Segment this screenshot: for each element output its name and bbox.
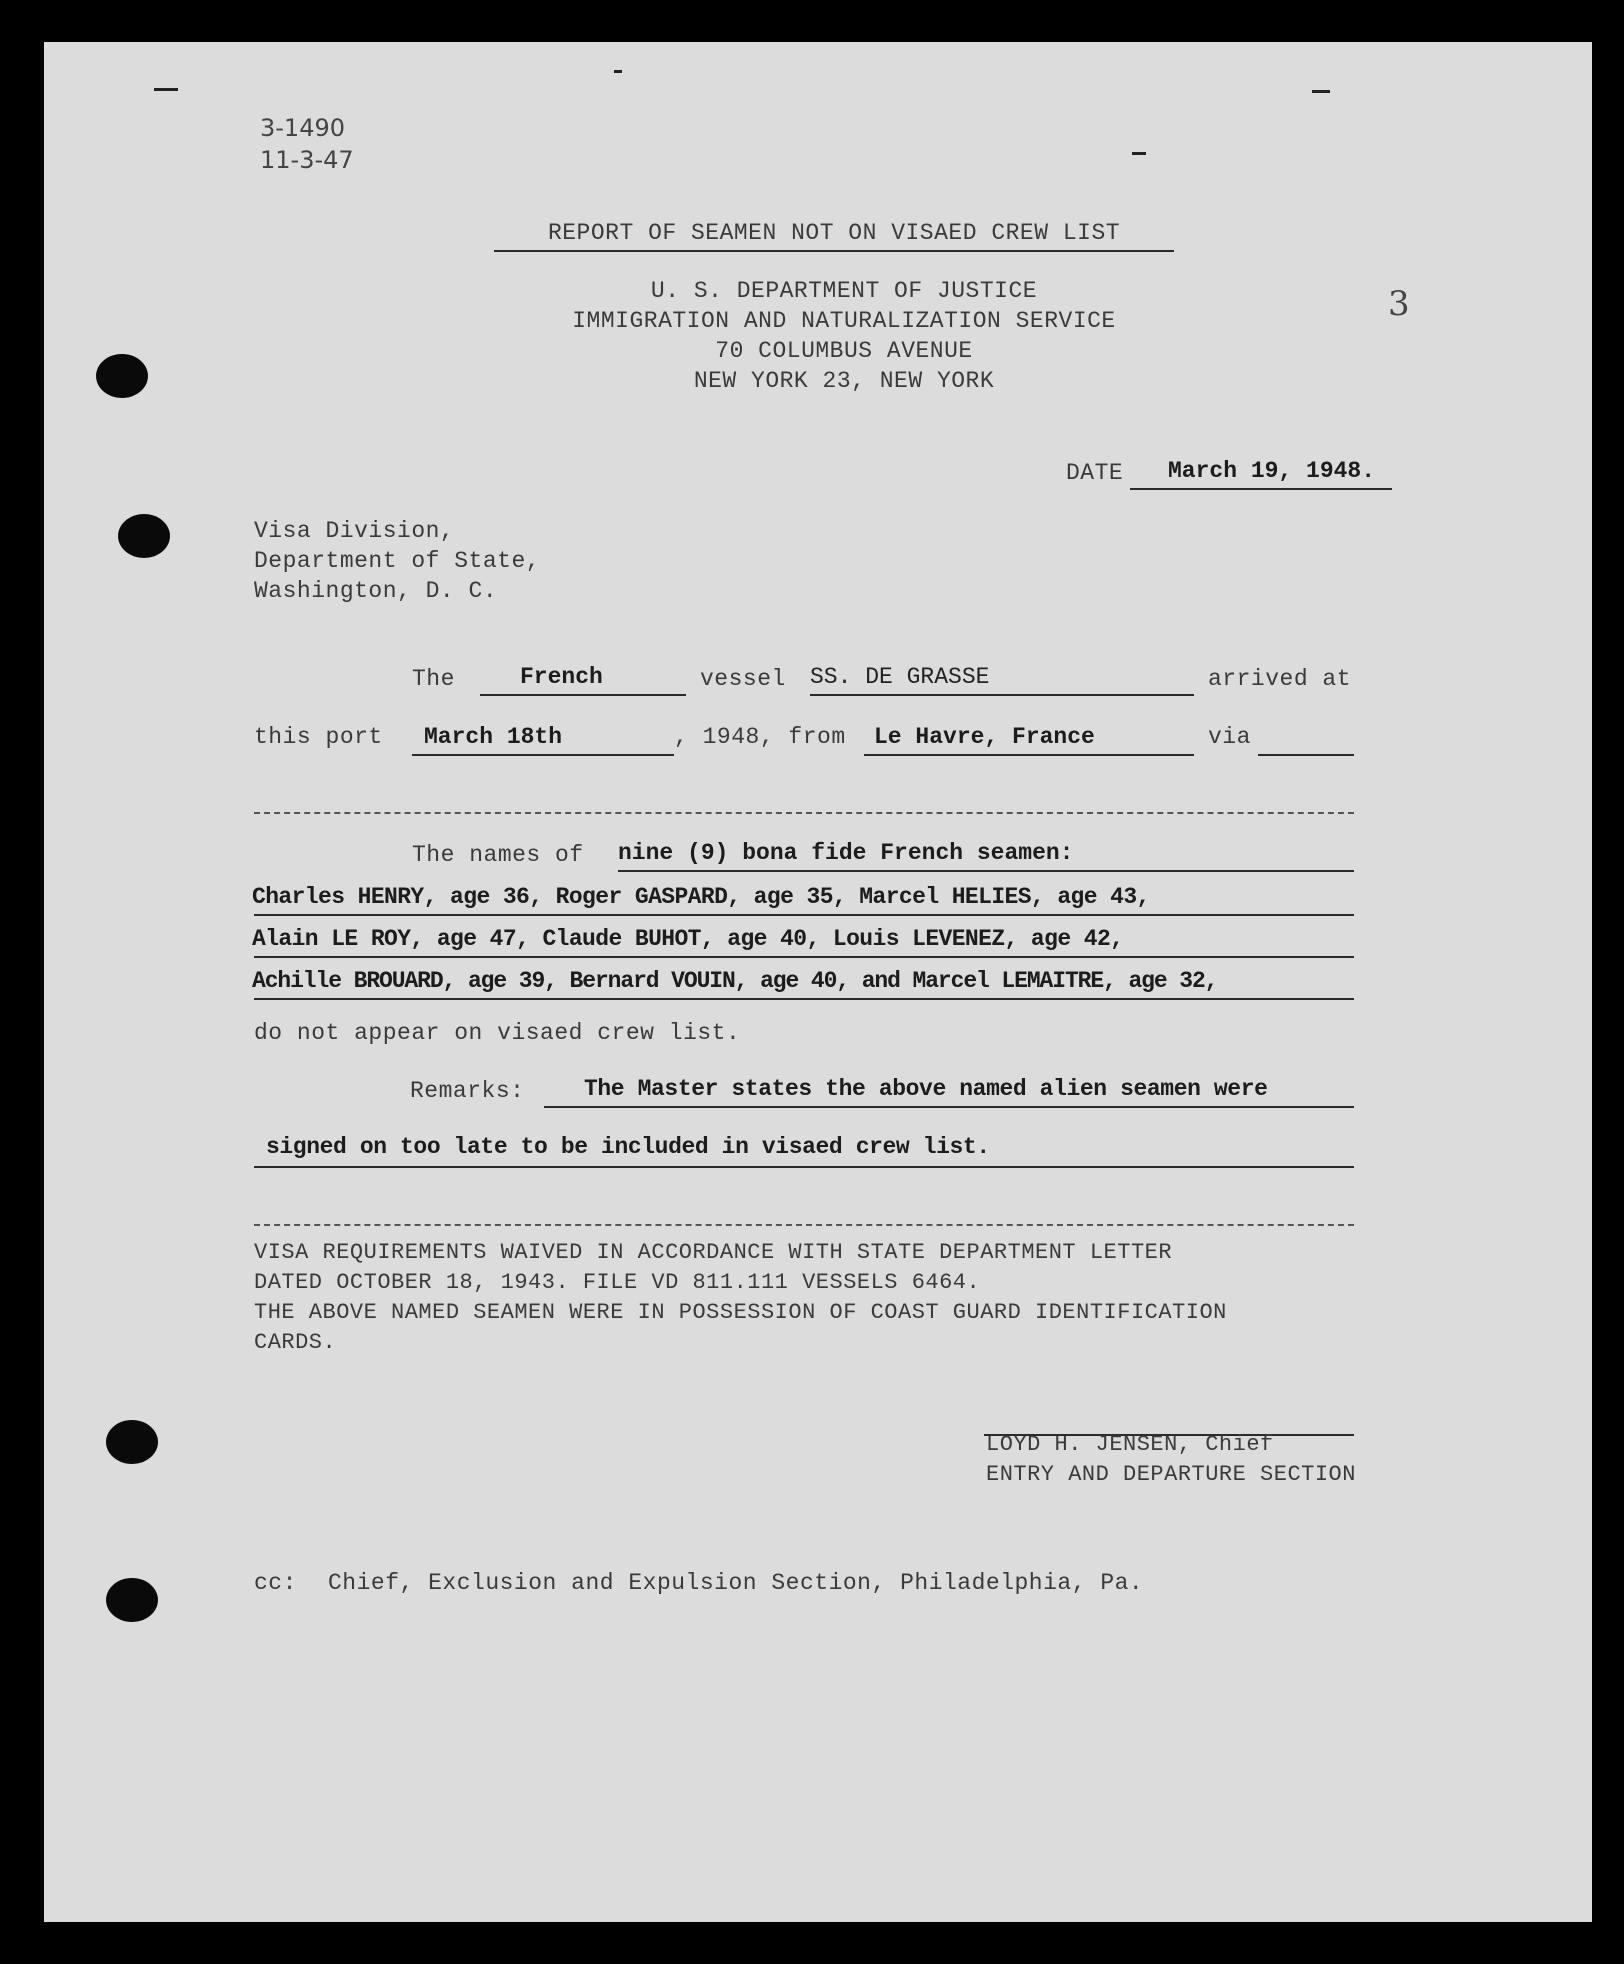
names-intro-value: nine (9) bona fide French seamen:	[618, 840, 1074, 866]
agency-line-4: NEW YORK 23, NEW YORK	[693, 368, 995, 394]
vessel-label: vessel	[700, 666, 786, 692]
punch-hole	[106, 1578, 158, 1622]
signature-name: LOYD H. JENSEN, Chief	[986, 1432, 1274, 1457]
waiver-line-3: THE ABOVE NAMED SEAMEN WERE IN POSSESSION OF COAST GUARD IDENTIFICATION	[254, 1300, 1227, 1325]
via-underline	[1258, 754, 1354, 756]
origin-value: Le Havre, France	[874, 724, 1095, 750]
scan-speck	[154, 88, 178, 91]
addressee-line-1: Visa Division,	[254, 518, 455, 544]
agency-line-2: IMMIGRATION AND NATURALIZATION SERVICE	[572, 308, 1116, 334]
date-label: DATE	[1066, 460, 1124, 486]
names-line-2-underline	[254, 956, 1354, 958]
signature-section: ENTRY AND DEPARTURE SECTION	[986, 1462, 1356, 1487]
nationality-value: French	[520, 664, 603, 690]
blank-line	[254, 812, 1354, 814]
date-value: March 19, 1948.	[1168, 458, 1376, 484]
file-number: 3-1490	[260, 114, 346, 142]
scan-speck	[614, 70, 622, 73]
vessel-name: SS. DE GRASSE	[810, 664, 990, 690]
document-title: REPORT OF SEAMEN NOT ON VISAED CREW LIST	[547, 220, 1121, 246]
punch-hole	[118, 514, 170, 558]
remarks-label: Remarks:	[410, 1078, 525, 1104]
via-label: via	[1208, 724, 1251, 750]
cc-text: Chief, Exclusion and Expulsion Section, Philadelphia, Pa.	[328, 1570, 1144, 1596]
file-date: 11-3-47	[260, 146, 354, 174]
waiver-line-1: VISA REQUIREMENTS WAIVED IN ACCORDANCE WITH STATE DEPARTMENT LETTER	[254, 1240, 1173, 1265]
date-underline	[1130, 488, 1392, 490]
waiver-line-4: CARDS.	[254, 1330, 337, 1355]
names-closing: do not appear on visaed crew list.	[254, 1020, 741, 1046]
remarks-line-2: signed on too late to be included in visaed crew list.	[266, 1134, 990, 1160]
punch-hole	[106, 1420, 158, 1464]
waiver-line-2: DATED OCTOBER 18, 1943. FILE VD 811.111 VESSELS 6464.	[254, 1270, 981, 1295]
year-from-label: , 1948, from	[674, 724, 846, 750]
the-label: The	[412, 666, 455, 692]
punch-hole	[96, 354, 148, 398]
remarks-line-2-underline	[254, 1166, 1354, 1168]
addressee-line-2: Department of State,	[254, 548, 541, 574]
port-label: this port	[254, 724, 383, 750]
names-line-3-underline	[254, 998, 1354, 1000]
scan-speck	[1312, 90, 1330, 93]
agency-line-1: U. S. DEPARTMENT OF JUSTICE	[650, 278, 1038, 304]
vessel-underline	[810, 694, 1194, 696]
names-line-3: Achille BROUARD, age 39, Bernard VOUIN, age 40, and Marcel LEMAITRE, age 32,	[252, 968, 1218, 994]
origin-underline	[864, 754, 1194, 756]
document-page	[44, 42, 1592, 1922]
agency-line-3: 70 COLUMBUS AVENUE	[715, 338, 973, 364]
addressee-line-3: Washington, D. C.	[254, 578, 498, 604]
page-number: 3	[1388, 284, 1410, 324]
names-line-1-underline	[254, 914, 1354, 916]
names-line-1: Charles HENRY, age 36, Roger GASPARD, age 35, Marcel HELIES, age 43,	[252, 884, 1150, 910]
names-intro-label: The names of	[412, 842, 584, 868]
remarks-line-1-underline	[544, 1106, 1354, 1108]
blank-line	[254, 1224, 1354, 1226]
arrival-date-value: March 18th	[424, 724, 563, 750]
scan-speck	[1132, 152, 1146, 155]
arrival-date-underline	[412, 754, 674, 756]
arrived-label: arrived at	[1208, 666, 1352, 692]
title-underline	[494, 250, 1174, 252]
remarks-line-1: The Master states the above named alien seamen were	[584, 1076, 1268, 1102]
names-intro-underline	[618, 870, 1354, 872]
cc-label: cc:	[254, 1570, 297, 1596]
names-line-2: Alain LE ROY, age 47, Claude BUHOT, age 40, Louis LEVENEZ, age 42,	[252, 926, 1124, 952]
nationality-underline	[480, 694, 686, 696]
